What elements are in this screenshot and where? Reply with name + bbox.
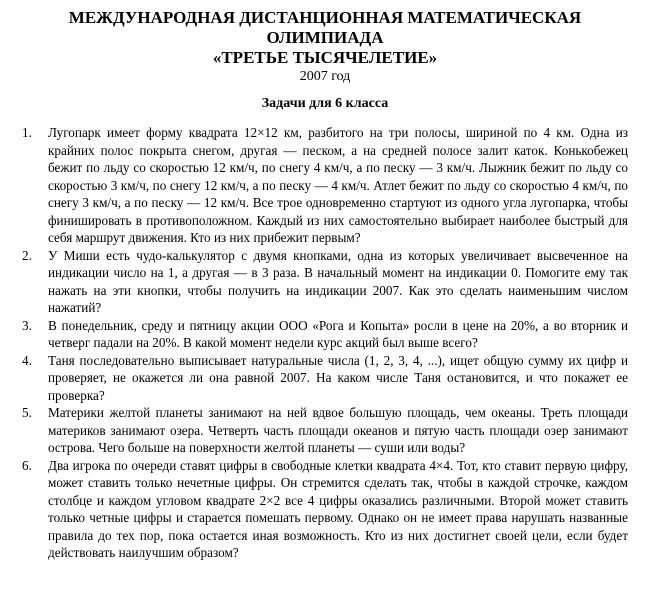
- problem-item: [22, 457, 628, 562]
- problem-number: 1.: [22, 125, 32, 140]
- problem-item: [22, 317, 628, 352]
- problem-text: В понедельник, среду и пятницу акции ООО «Рога и Копыта» росли в цене на 20%, а во вторник и четверг падали на 20%. В какой момент недели курс акций был выше всего?: [48, 317, 628, 350]
- problem-number: 2.: [22, 247, 32, 263]
- problem-text: Таня последовательно выписывает натуральные числа (1, 2, 3, 4, ...), ищет общую сумму их цифр и проверяет, не окажется ли она равной 2007. На каком числе Таня остановится, и что покажет ее проверка?: [48, 352, 628, 403]
- year: 2007 год: [299, 69, 351, 84]
- problem-number: 4.: [22, 352, 32, 368]
- problem-number: 3.: [22, 317, 32, 333]
- problem-item: [22, 247, 628, 317]
- problem-text: Два игрока по очереди ставят цифры в свободные клетки квадрата 4×4. Тот, кто ставит первую цифру, может ставить только нечетные цифры. Он стремится сделать так, чтобы в каждой строчке, каждом столбце и каждом угловом квадрате 2×2 все 4 цифры оказались различными. Второй может ставить только четные цифры и старается помешать первому. Однако он не имеет права нарушать названные правила до тех пор, пока остается иная возможность. Кто из них достигнет своей цели, если будет действовать наилучшим образом?: [48, 457, 628, 560]
- problem-item: [22, 352, 628, 405]
- subtitle: Задачи для 6 класса: [261, 96, 389, 111]
- problem-number: 5.: [22, 405, 32, 420]
- problem-text: Материки желтой планеты занимают на ней вдвое большую площадь, чем океаны. Треть площади материков занимают озера. Четверть часть площади океанов и пятую часть площади озер занимают острова. Чего больше на поверхности желтой планеты — суши или воды?: [48, 405, 628, 455]
- title-line-3: «ТРЕТЬЕ ТЫСЯЧЕЛЕТИЕ»: [212, 48, 438, 67]
- problem-list: [22, 124, 628, 562]
- title-line-1: МЕЖДУНАРОДНАЯ ДИСТАНЦИОННАЯ МАТЕМАТИЧЕСКАЯ: [68, 8, 582, 27]
- problem-item: [22, 124, 628, 247]
- problem-number: 6.: [22, 457, 32, 473]
- problem-text: У Миши есть чудо-калькулятор с двумя кнопками, одна из которых увеличивает высвеченное на индикации число на 1, а другая — в 3 раза. В начальный момент на индикации 0. Помогите ему так нажать на эти кнопки, чтобы получить на индикации 2007. Как это сделать наименьшим числом нажатий?: [48, 247, 628, 315]
- problem-item: [22, 404, 628, 457]
- problem-text: Лугопарк имеет форму квадрата 12×12 км, разбитого на три полосы, шириной по 4 км. Одна из крайних полос покрыта снегом, другая — песком, а на средней полосе залит каток. Конькобежец бежит по льду со скоростью 12 км/ч, по снегу 4 км/ч, а по песку — 3 км/ч. Лыжник бежит по льду со скоростью 3 км/ч, по снегу 12 км/ч, а по песку — 4 км/ч. Атлет бежит по льду со скоростью 4 км/ч, по снегу 3 км/ч, а по песку — 12 км/ч. Все трое одновременно стартуют из одного угла лугопарка, чтобы финишировать в противоположном. Каждый из них самостоятельно выбирает наиболее быстрый для себя маршрут движения. Кто из них прибежит первым?: [48, 125, 628, 245]
- title-line-2: ОЛИМПИАДА: [266, 28, 384, 47]
